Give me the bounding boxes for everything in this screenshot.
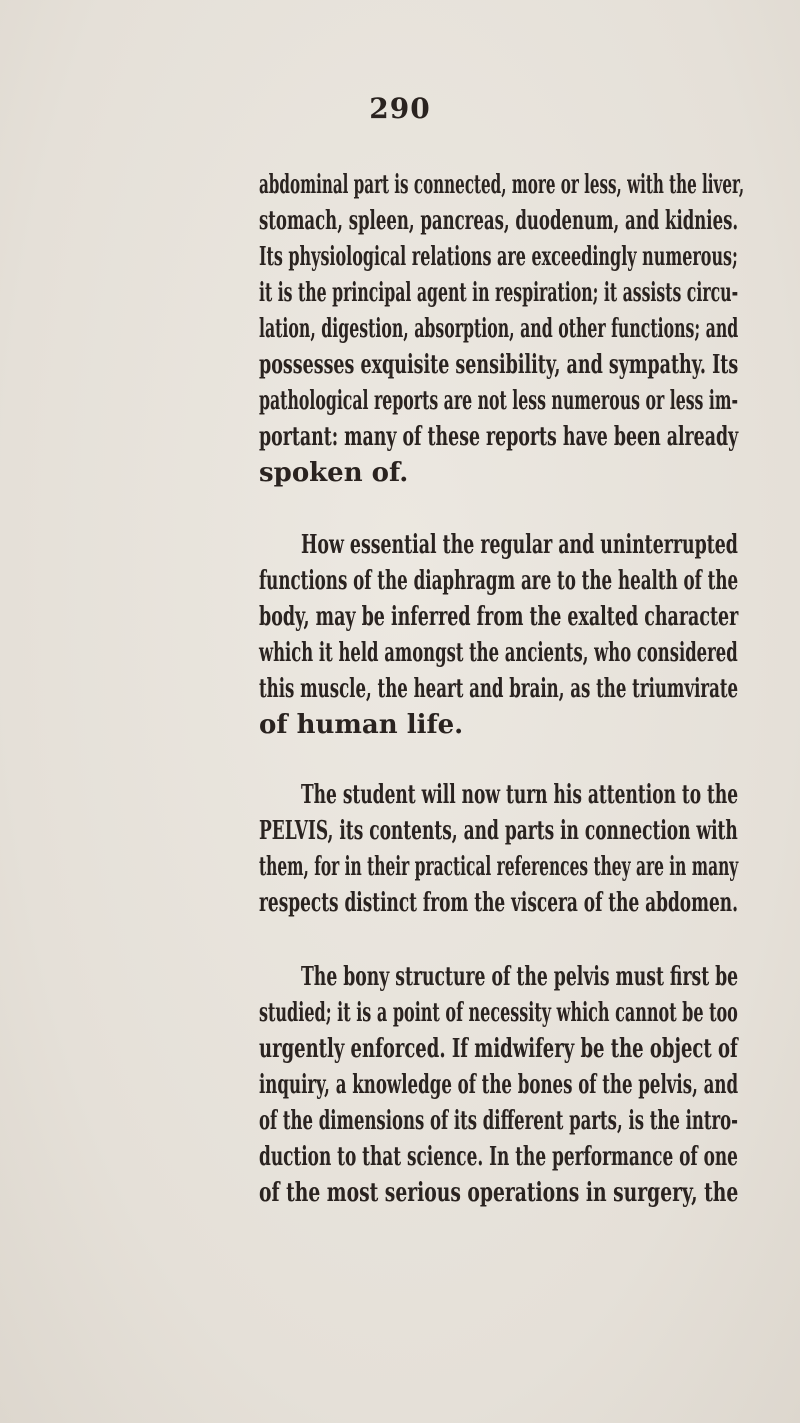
text-line: The bony structure of the pelvis must first be	[301, 962, 739, 992]
text-line: respects distinct from the viscera of the abdomen.	[259, 888, 739, 918]
text-line: spoken of.	[259, 458, 409, 488]
text-line: inquiry, a knowledge of the bones of the pelvis, and	[259, 1070, 739, 1100]
text-line: this muscle, the heart and brain, as the triumvirate	[259, 674, 739, 704]
text-line: lation, digestion, absorption, and other functions; and	[259, 314, 739, 344]
text-line: urgently enforced. If midwifery be the object of	[259, 1034, 738, 1064]
text-line: them, for in their practical references they are in many	[259, 852, 739, 882]
text-line: duction to that science. In the performance of one	[259, 1142, 738, 1172]
text-line: of the most serious operations in surgery, the	[259, 1178, 739, 1208]
text-line: body, may be inferred from the exalted character	[259, 602, 739, 632]
text-line: portant: many of these reports have been already	[259, 422, 739, 452]
text-line: abdominal part is connected, more or less, with the liver,	[259, 170, 745, 200]
page-number: 290	[369, 92, 431, 125]
text-line: functions of the diaphragm are to the health of the	[259, 566, 739, 596]
text-line: of human life.	[259, 710, 464, 740]
text-line: studied; it is a point of necessity which cannot be too	[259, 998, 738, 1028]
text-line: PELVIS, its contents, and parts in connection with	[259, 816, 738, 846]
text-line: it is the principal agent in respiration; it assists circu-	[259, 278, 739, 308]
text-line: of the dimensions of its different parts, is the intro-	[259, 1106, 739, 1136]
text-line: which it held amongst the ancients, who considered	[259, 638, 738, 668]
text-line: Its physiological relations are exceedingly numerous;	[259, 242, 738, 272]
text-line: The student will now turn his attention to the	[301, 780, 739, 810]
text-line: possesses exquisite sensibility, and sympathy. Its	[259, 350, 739, 380]
text-line: stomach, spleen, pancreas, duodenum, and kidnies.	[259, 206, 739, 236]
text-line: How essential the regular and uninterrupted	[301, 530, 738, 560]
text-line: pathological reports are not less numerous or less im-	[259, 386, 739, 416]
